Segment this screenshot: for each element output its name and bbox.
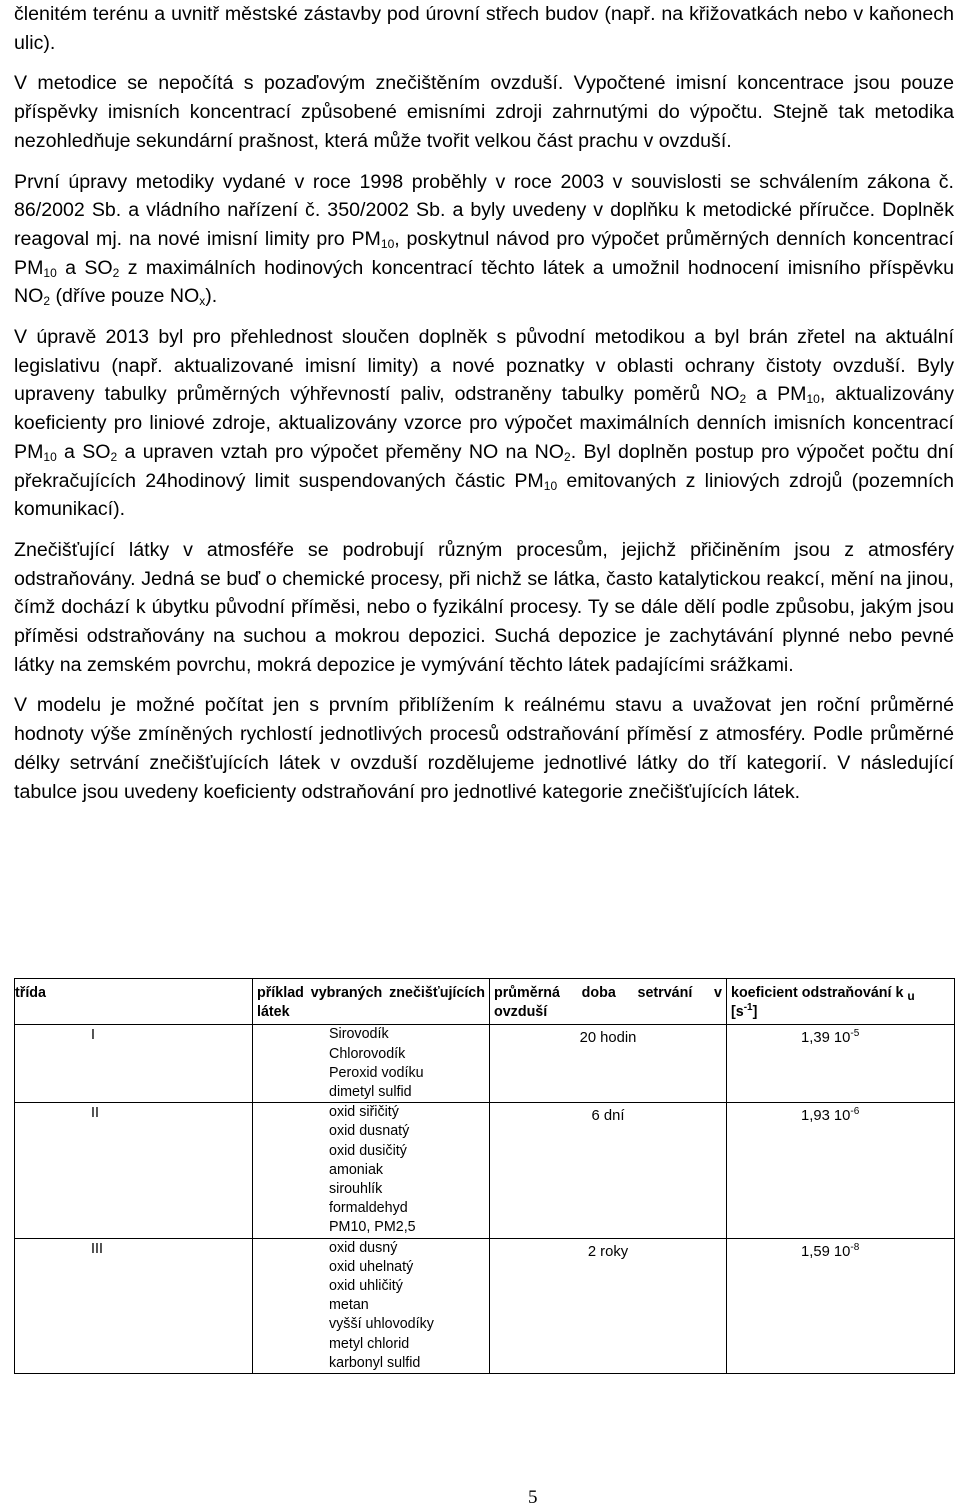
coef-exponent: -6 bbox=[850, 1106, 860, 1118]
subscript: 2 bbox=[110, 449, 118, 464]
cell-residence-time: 6 dní bbox=[490, 1103, 727, 1238]
subscript: 10 bbox=[806, 392, 820, 407]
paragraph-text: , poskytnul návod pro výpočet průměrných denních koncentrací PM bbox=[14, 227, 954, 279]
header-coef-unit-open: [s bbox=[731, 1004, 744, 1021]
paragraph-text: Znečišťující látky v atmosféře se podrobují různým procesům, jejichž přičiněním jsou z atmosféry odstraňovány. Jedná se buď o chemické procesy, při nichž se látka, často katalytickou reakcí, mění na jinou, čímž dochází k úbytku původní příměsi, nebo o fyzikální procesy. Ty se dále dělí podle způsobu, jakým jsou příměsi odstraňovány na suchou a mokrou depozici. Suchá depozice je zachytávání plynné nebo pevné látky na zemském povrchu, mokrá depozice je vymývání těchto látek padajícími srážkami. bbox=[14, 538, 954, 676]
paragraph-text: V metodice se nepočítá s pozaďovým znečištěním ovzduší. Vypočtené imisní koncentrace jsou pouze příspěvky imisních koncentrací způsobené emisními zdroji zahrnutými do výpočtu. Stejně tak metodika nezohledňuje sekundární prašnost, která může tvořit velkou část prachu v ovzduší. bbox=[14, 72, 954, 152]
paragraph bbox=[14, 536, 954, 680]
cell-removal-coefficient bbox=[727, 1103, 955, 1238]
cell-class: III bbox=[15, 1238, 253, 1373]
pollutant-list bbox=[329, 1103, 489, 1237]
paragraph-text: V modelu je možné počítat jen s prvním přiblížením k reálnému stavu a uvažovat jen roční průměrné hodnoty výše zmíněných rychlostí jednotlivých procesů odstraňování příměsí z atmosféry. Podle průměrné délky setrvání znečišťujících látek v ovzduší rozdělujeme jednotlivé látky do tří kategorií. V následující tabulce jsou uvedeny koeficienty odstraňování pro jednotlivé kategorie znečišťujících látek. bbox=[14, 694, 954, 803]
table-body bbox=[15, 1025, 955, 1374]
coef-exponent: -8 bbox=[850, 1241, 860, 1253]
list-item: karbonyl sulfid bbox=[329, 1354, 421, 1371]
list-item: oxid dusnatý bbox=[329, 1123, 410, 1140]
list-item: PM10, PM2,5 bbox=[329, 1219, 416, 1236]
paragraph-text: (dříve pouze NO bbox=[50, 285, 200, 308]
paragraph bbox=[14, 691, 954, 806]
paragraph-text: a PM bbox=[746, 383, 807, 406]
header-coef-unit-sup: -1 bbox=[743, 1002, 753, 1014]
list-item: vyšší uhlovodíky bbox=[329, 1316, 434, 1333]
table-row bbox=[15, 1025, 955, 1103]
paragraph-text: z maximálních hodinových koncentrací těchto látek a umožnil hodnocení imisního příspěvku NO bbox=[14, 256, 954, 308]
coef-base: 1,39 10 bbox=[801, 1030, 851, 1047]
coef-base: 1,59 10 bbox=[801, 1243, 851, 1260]
header-coef-text: koeficient odstraňování k bbox=[731, 985, 904, 1001]
subscript: 10 bbox=[43, 449, 57, 464]
header-residence-time: průměrná doba setrvání v ovzduší bbox=[490, 979, 727, 1025]
cell-residence-time: 2 roky bbox=[490, 1238, 727, 1373]
subscript: 2 bbox=[564, 449, 571, 464]
cell-class: I bbox=[15, 1025, 253, 1103]
list-item: formaldehyd bbox=[329, 1200, 408, 1217]
cell-residence-time: 20 hodin bbox=[490, 1025, 727, 1103]
document-page bbox=[14, 0, 954, 1508]
paragraph-text: ). bbox=[205, 285, 218, 308]
header-removal-coefficient bbox=[727, 979, 955, 1025]
header-coef-sub: u bbox=[907, 989, 915, 1003]
header-class: třída bbox=[15, 979, 253, 1025]
paragraph-text: . Byl doplněn postup pro výpočet počtu dní překračujících 24hodinový limit suspendovaných částic PM bbox=[14, 440, 954, 492]
list-item: metyl chlorid bbox=[329, 1335, 410, 1352]
list-item: oxid dusný bbox=[329, 1239, 398, 1256]
list-item: dimetyl sulfid bbox=[329, 1084, 412, 1101]
paragraph-text: , aktualizovány koeficienty pro liniové zdroje, aktualizovány vzorce pro výpočet maximálních denních imisních koncentrací PM bbox=[14, 383, 954, 463]
paragraph-text: a upraven vztah pro výpočet přeměny NO na NO bbox=[117, 440, 565, 463]
subscript: 10 bbox=[380, 236, 395, 251]
list-item: oxid siřičitý bbox=[329, 1104, 399, 1121]
table-row bbox=[15, 1238, 955, 1373]
paragraph bbox=[14, 323, 954, 524]
paragraph bbox=[14, 0, 954, 57]
header-coef-unit-close: ] bbox=[752, 1004, 758, 1021]
cell-example-pollutants bbox=[253, 1103, 490, 1238]
removal-coefficients-table bbox=[14, 978, 955, 1374]
list-item: oxid uhličitý bbox=[329, 1278, 403, 1295]
list-item: Chlorovodík bbox=[329, 1045, 406, 1062]
list-item: metan bbox=[329, 1297, 369, 1314]
subscript: 10 bbox=[543, 478, 558, 493]
paragraph-text: a SO bbox=[56, 256, 113, 279]
coef-base: 1,93 10 bbox=[801, 1108, 851, 1125]
subscript: 10 bbox=[43, 265, 57, 280]
list-item: Peroxid vodíku bbox=[329, 1064, 424, 1081]
list-item: Sirovodík bbox=[329, 1026, 389, 1043]
paragraph bbox=[14, 168, 954, 312]
subscript: 2 bbox=[43, 294, 51, 309]
paragraph bbox=[14, 69, 954, 155]
subscript: 2 bbox=[112, 265, 120, 280]
cell-class: II bbox=[15, 1103, 253, 1238]
list-item: amoniak bbox=[329, 1161, 384, 1178]
paragraph-text: První úpravy metodiky vydané v roce 1998 proběhly v roce 2003 v souvislosti se schválením zákona č. 86/2002 Sb. a vládního nařízení č. 350/2002 Sb. a byly uvedeny v doplňku k metodické příručce. Doplněk reagoval mj. na nové imisní limity pro PM bbox=[14, 170, 954, 250]
pollutant-list bbox=[329, 1025, 489, 1102]
paragraph-text: členitém terénu a uvnitř městské zástavby pod úrovní střech budov (např. na křižovatkách nebo v kaňonech ulic). bbox=[14, 3, 954, 54]
subscript: x bbox=[199, 294, 206, 309]
paragraph-text: V úpravě 2013 byl pro přehlednost sloučen doplněk s původní metodikou a byl brán zřetel na aktuální legislativu (např. aktualizované imisní limity) a nové poznatky v oblasti ochrany čistoty ovzduší. Byly upraveny tabulky průměrných výhřevností paliv, odstraněny tabulky poměrů NO bbox=[14, 326, 954, 406]
table-row bbox=[15, 1103, 955, 1238]
header-example-pollutants: příklad vybraných znečišťujících látek bbox=[253, 979, 490, 1025]
list-item: sirouhlík bbox=[329, 1181, 383, 1198]
cell-example-pollutants bbox=[253, 1025, 490, 1103]
subscript: 2 bbox=[739, 392, 747, 407]
paragraph-text: a SO bbox=[56, 440, 111, 463]
paragraph-text: emitovaných z liniových zdrojů (pozemních komunikací). bbox=[14, 469, 954, 521]
cell-removal-coefficient bbox=[727, 1238, 955, 1373]
coef-exponent: -5 bbox=[850, 1028, 860, 1040]
cell-removal-coefficient bbox=[727, 1025, 955, 1103]
list-item: oxid uhelnatý bbox=[329, 1258, 414, 1275]
table-header-row bbox=[15, 979, 955, 1025]
body-text bbox=[14, 0, 954, 806]
page-number: 5 bbox=[528, 1487, 538, 1508]
list-item: oxid dusičitý bbox=[329, 1142, 407, 1159]
cell-example-pollutants bbox=[253, 1238, 490, 1373]
pollutant-list bbox=[329, 1239, 489, 1373]
